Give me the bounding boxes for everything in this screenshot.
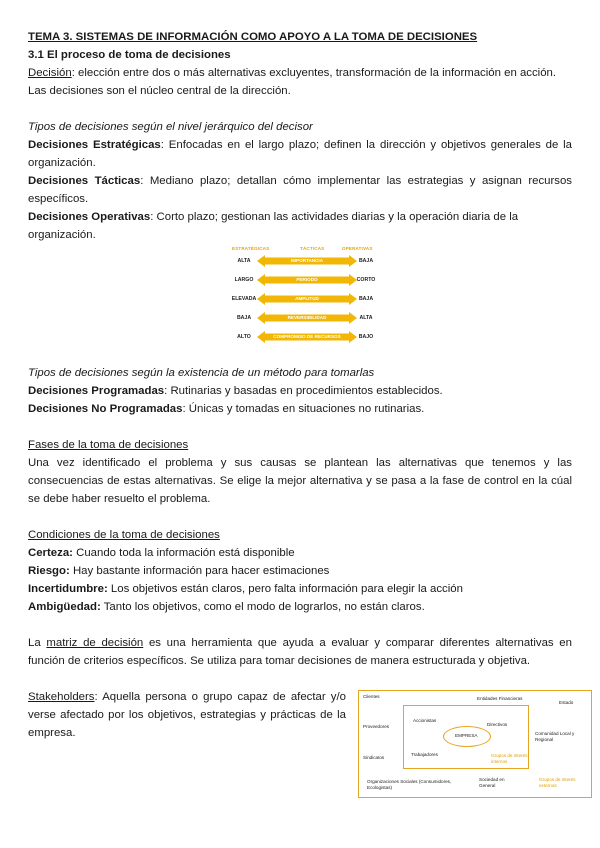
method-types-heading: Tipos de decisiones según la existencia de un método para tomarlas — [28, 367, 375, 379]
diagram-row: LARGO PERIODO CORTO — [28, 273, 572, 287]
conditions-heading: Condiciones de la toma de decisiones — [28, 529, 220, 541]
header-strategic: ESTRATÉGICAS — [232, 246, 270, 251]
programmed-decisions: Decisiones Programadas: Rutinarias y basadas en procedimientos establecidos. — [28, 385, 443, 397]
hierarchy-types-heading: Tipos de decisiones según el nivel jerárquico del decisor — [28, 121, 313, 133]
stakeholders-paragraph: Stakeholders: Aquella persona o grupo capaz de afectar y/o verse afectado por los objetivos, estrategias y prácticas de la empresa. — [28, 691, 346, 739]
matrix-paragraph: La matriz de decisión es una herramienta que ayuda a evaluar y comparar diferentes alternativas en función de criterios específicos. Se utiliza para tomar decisiones de manera estructurada y objetiva. — [28, 637, 572, 667]
non-programmed-decisions: Decisiones No Programadas: Únicas y tomadas en situaciones no rutinarias. — [28, 403, 425, 415]
condition-certainty: Certeza: Cuando toda la información está disponible — [28, 547, 295, 559]
condition-uncertainty: Incertidumbre: Los objetivos están claros, pero falta información para elegir la acción — [28, 583, 463, 595]
matrix-term: matriz de decisión — [46, 637, 144, 649]
phases-text: Una vez identificado el problema y sus causas se plantean las alternativas que tenemos y las consecuencias de estas alternativas. Se elige la mejor alternativa y se pasa a la fase de control en la cúal se debe haber resuelto el problema. — [28, 457, 572, 505]
decision-term: Decisión — [28, 67, 72, 79]
tactical-decisions: Decisiones Tácticas: Mediano plazo; detallan cómo implementar las estrategias y asignan recursos específicos. — [28, 175, 572, 205]
header-operational: OPERATIVAS — [342, 246, 373, 251]
condition-ambiguity: Ambigüedad: Tanto los objetivos, como el modo de lograrlos, no están claros. — [28, 601, 425, 613]
decision-text: : elección entre dos o más alternativas excluyentes, transformación de la información en acción. Las decisiones son el núcleo central de la dirección. — [28, 67, 557, 97]
stakeholders-diagram: Clientes Entidades Financieras Estado Proveedores Accionistas Directivos EMPRESA Comunidad Local y Regional Sindicatos Trabajadores Grupos de interés internos Organizaciones Sociales (Consumidores, Ecologistas) Sociedad en General Grupos de interés externos — [358, 690, 592, 798]
stakeholders-term: Stakeholders — [28, 691, 95, 703]
diagram-row: BAJA REVERSIBILIDAD ALTA — [28, 311, 572, 325]
phases-heading: Fases de la toma de decisiones — [28, 439, 189, 451]
diagram-row: ALTA IMPORTANCIA BAJA — [28, 254, 572, 268]
document-page — [28, 28, 576, 800]
document-title: TEMA 3. SISTEMAS DE INFORMACIÓN COMO APOYO A LA TOMA DE DECISIONES — [28, 31, 478, 43]
condition-risk: Riesgo: Hay bastante información para hacer estimaciones — [28, 565, 330, 577]
section-heading: 3.1 El proceso de toma de decisiones — [28, 49, 231, 61]
diagram-row: ELEVADA AMPLITUD BAJA — [28, 292, 572, 306]
hierarchy-diagram — [28, 246, 572, 364]
diagram-row: ALTO COMPROMISO DE RECURSOS BAJO — [28, 330, 572, 344]
header-tactical: TÁCTICAS — [300, 246, 325, 251]
decision-definition — [28, 64, 572, 100]
stakeholders-section — [28, 688, 576, 800]
strategic-decisions: Decisiones Estratégicas: Enfocadas en el largo plazo; definen la dirección y objetivos generales de la organización. — [28, 139, 573, 169]
operational-decisions: Decisiones Operativas: Corto plazo; gestionan las actividades diarias y la operación diaria de la organización. — [28, 211, 519, 241]
